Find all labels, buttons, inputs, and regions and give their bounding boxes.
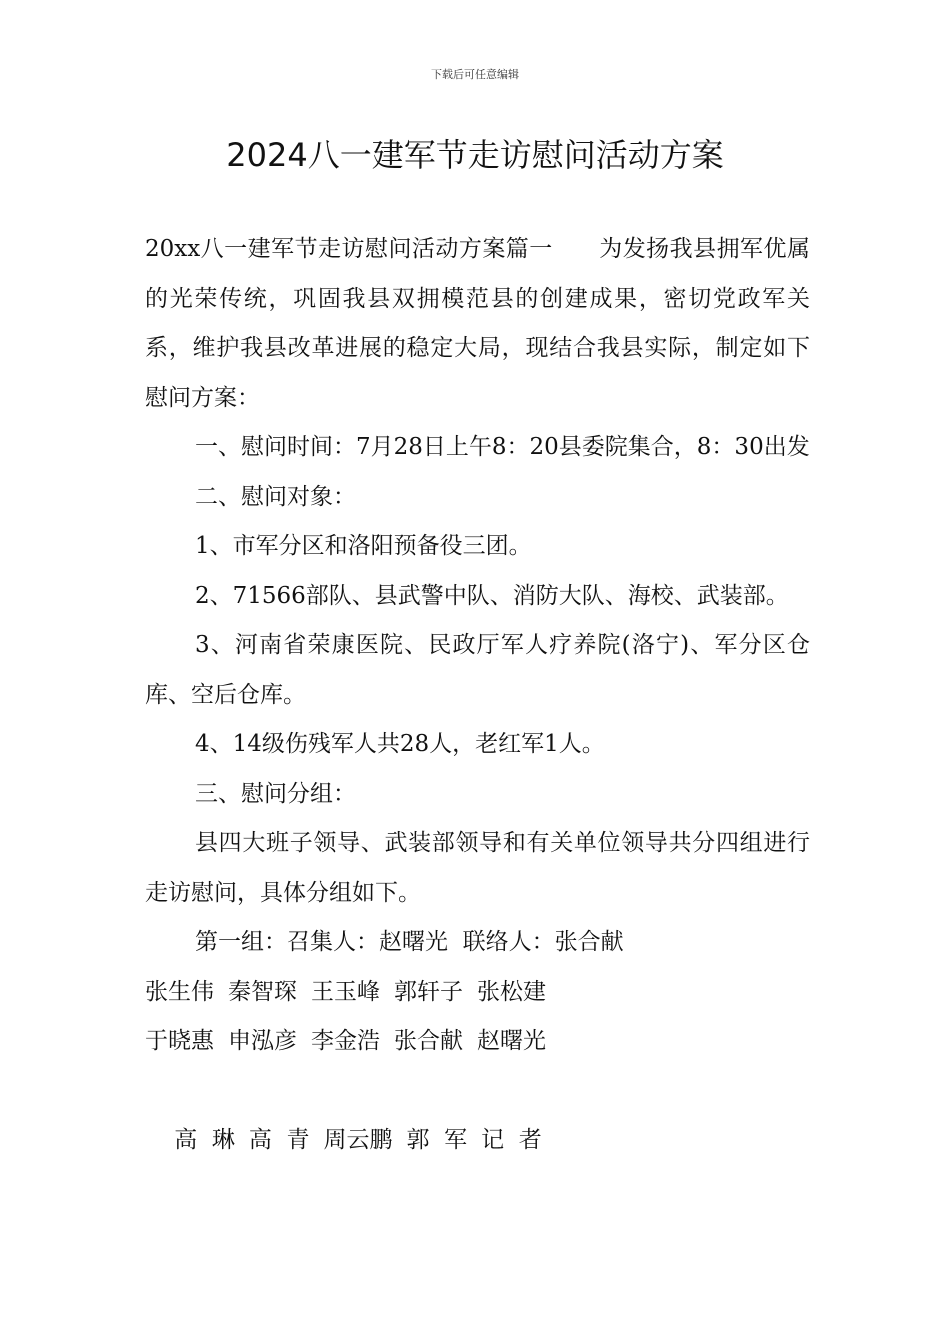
section-groups-heading: 三、慰问分组： [195,780,356,807]
group1-members-row-3 [145,1067,810,1216]
document-title: 2024八一建军节走访慰问活动方案 [226,136,724,174]
section-targets-heading: 二、慰问对象： [195,483,356,510]
target-item-3: 3、河南省荣康医院、民政厅军人疗养院(洛宁)、军分区仓库、空后仓库。 [145,632,810,708]
member-name: 王玉峰 [311,978,380,1005]
page-header-note: 下载后可任意编辑 [431,68,519,81]
member-name: 张合献 [394,1028,463,1054]
member-name: 高 青 [248,1127,310,1153]
member-name: 申泓彦 [228,1028,297,1054]
member-name: 张生伟 [145,978,214,1005]
member-name: 李金浩 [311,1028,380,1054]
target-item-2: 2、71566部队、县武警中队、消防大队、海校、武装部。 [195,582,789,609]
group1-members-row-2 [145,1017,810,1067]
member-name: 张松建 [477,978,546,1005]
intro-text: 为发扬我县拥军优属的光荣传统，巩固我县双拥模范县的创建成果，密切党政军关系，维护我县改革进展的稳定大局，现结合我县实际，制定如下慰问方案： [145,236,810,411]
section-time: 一、慰问时间：7月28日上午8：20县委院集合，8：30出发 [195,434,810,460]
member-name: 周云鹏 [323,1127,393,1153]
document-body [145,225,810,1215]
target-item-1: 1、市军分区和洛阳预备役三团。 [195,533,532,559]
member-name: 高 琳 [174,1127,235,1153]
group1-heading: 第一组：召集人：赵曙光 联络人：张合献 [195,929,624,955]
member-name: 于晓惠 [145,1028,214,1054]
intro-heading: 20xx八一建军节走访慰问活动方案篇一 [145,236,553,262]
intro-paragraph [145,225,810,423]
member-name: 郭轩子 [394,978,463,1005]
groups-description: 县四大班子领导、武装部领导和有关单位领导共分四组进行走访慰问，具体分组如下。 [145,830,810,906]
member-name: 赵曙光 [477,1028,546,1054]
target-item-4: 4、14级伤残军人共28人，老红军1人。 [195,731,605,757]
member-name: 郭 军 [406,1127,468,1153]
member-name: 秦智琛 [228,978,297,1005]
group1-members-row-1 [145,968,810,1018]
member-name: 记 者 [481,1127,542,1153]
